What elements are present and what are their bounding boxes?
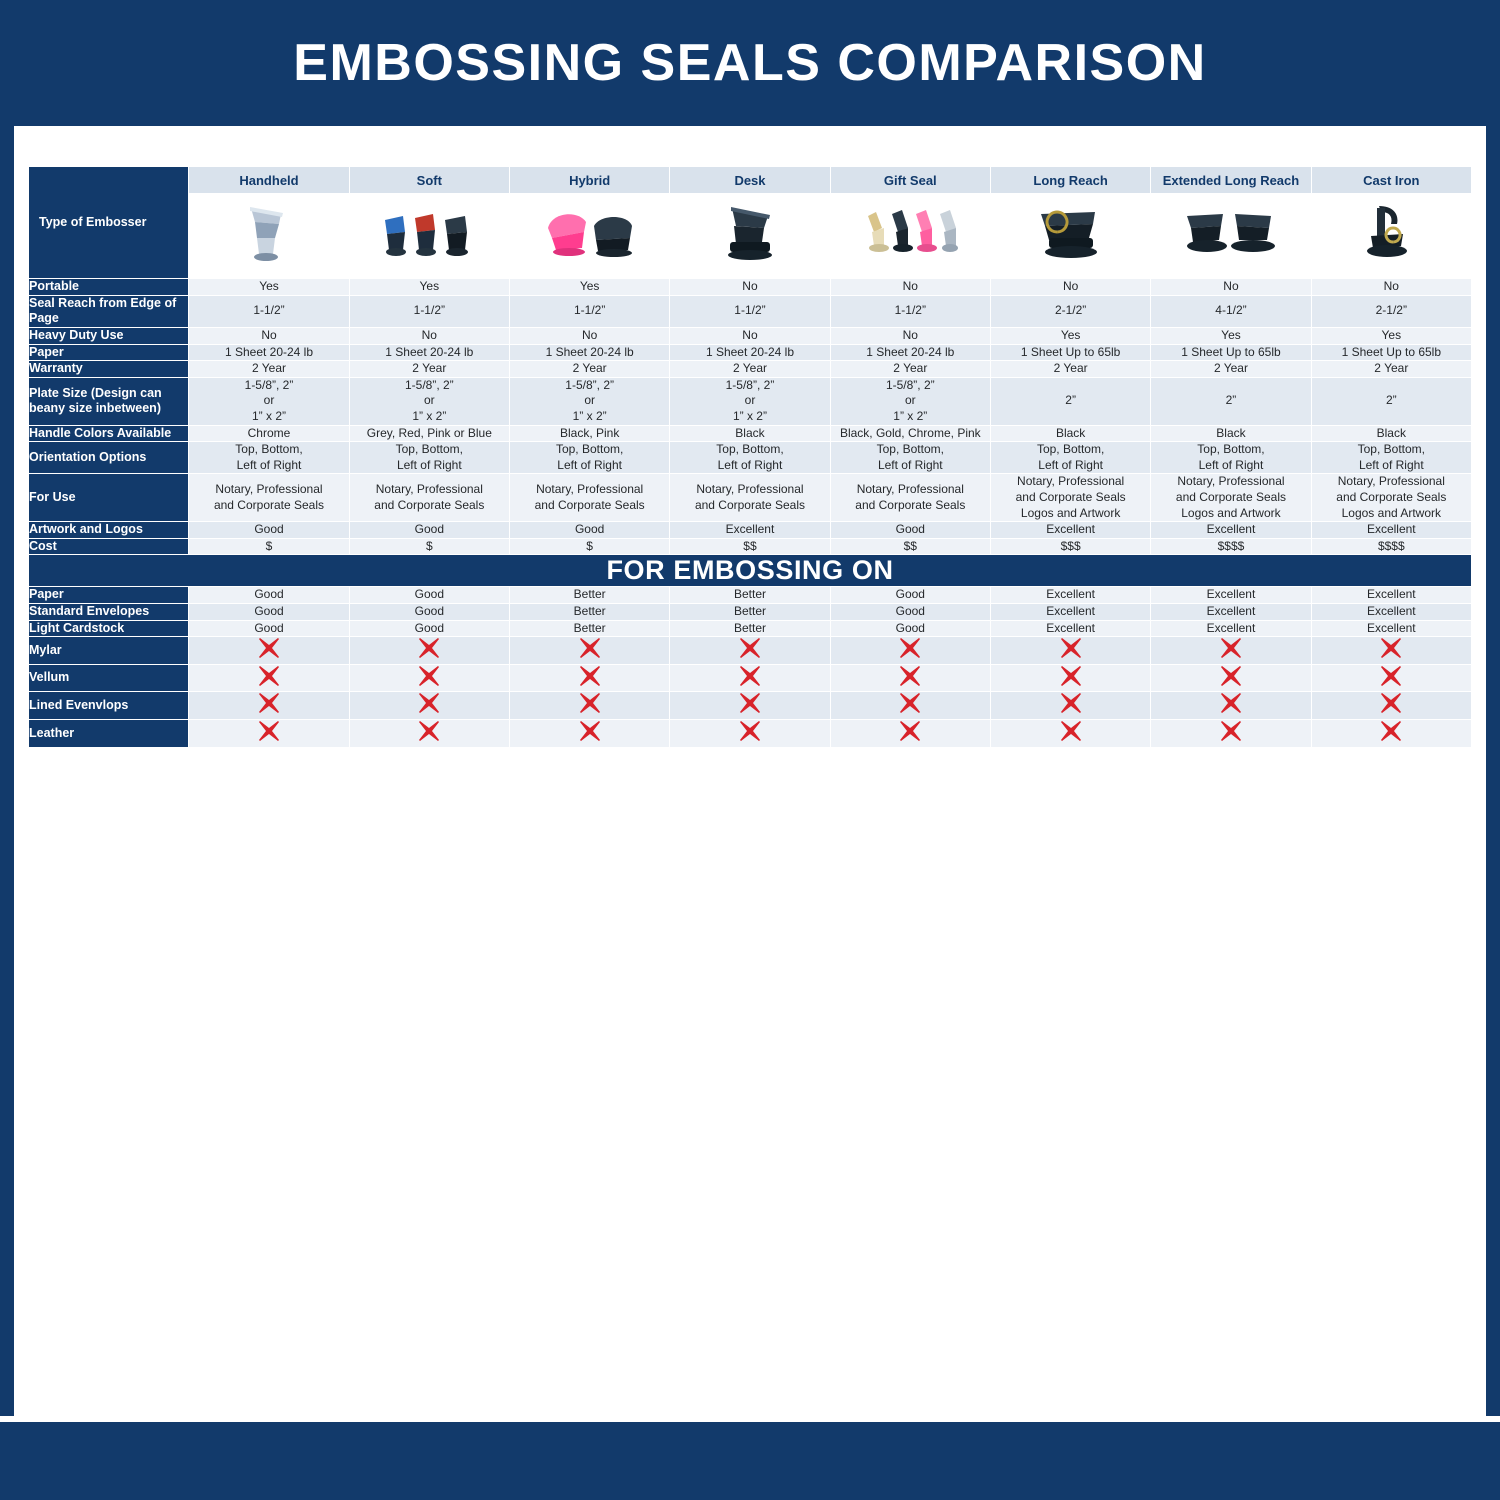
cell-0-0: Yes — [189, 279, 349, 296]
table-header-row — [29, 167, 1472, 194]
embossing-row-label-3: Mylar — [29, 637, 189, 665]
page-banner — [0, 0, 1500, 126]
cell-5-1: 1-5/8”, 2” or 1” x 2” — [349, 377, 509, 425]
cell-9-1: Good — [349, 522, 509, 539]
embossing-cell-4-6 — [1151, 664, 1311, 692]
cell-6-2: Black, Pink — [509, 425, 669, 442]
cell-3-4: 1 Sheet 20-24 lb — [830, 344, 990, 361]
cell-3-2: 1 Sheet 20-24 lb — [509, 344, 669, 361]
cell-8-0: Notary, Professional and Corporate Seals — [189, 474, 349, 522]
cell-3-7: 1 Sheet Up to 65lb — [1311, 344, 1471, 361]
cell-4-5: 2 Year — [990, 361, 1150, 378]
table-row — [29, 377, 1472, 425]
cell-1-7: 2-1/2” — [1311, 295, 1471, 327]
x-icon — [1220, 637, 1242, 659]
cell-1-3: 1-1/2” — [670, 295, 830, 327]
cell-1-4: 1-1/2” — [830, 295, 990, 327]
x-icon — [418, 720, 440, 742]
embossing-row-label-4: Vellum — [29, 664, 189, 692]
table-row — [29, 637, 1472, 665]
embossing-cell-3-3 — [670, 637, 830, 665]
cell-7-0: Top, Bottom, Left of Right — [189, 442, 349, 474]
cell-9-5: Excellent — [990, 522, 1150, 539]
cell-7-7: Top, Bottom, Left of Right — [1311, 442, 1471, 474]
desk-embosser-icon — [702, 198, 798, 270]
cell-7-5: Top, Bottom, Left of Right — [990, 442, 1150, 474]
cell-3-1: 1 Sheet 20-24 lb — [349, 344, 509, 361]
cell-0-1: Yes — [349, 279, 509, 296]
cell-5-0: 1-5/8”, 2” or 1” x 2” — [189, 377, 349, 425]
embossing-cell-5-5 — [990, 692, 1150, 720]
embossing-cell-4-3 — [670, 664, 830, 692]
column-header-0: Handheld — [189, 167, 349, 194]
cell-1-6: 4-1/2” — [1151, 295, 1311, 327]
embossing-cell-1-5: Excellent — [990, 604, 1150, 621]
x-icon — [1220, 720, 1242, 742]
embossing-cell-6-4 — [830, 720, 990, 748]
cell-9-4: Good — [830, 522, 990, 539]
embossing-cell-3-1 — [349, 637, 509, 665]
cell-6-6: Black — [1151, 425, 1311, 442]
x-icon — [899, 692, 921, 714]
cell-10-7: $$$$ — [1311, 538, 1471, 555]
cell-5-2: 1-5/8”, 2” or 1” x 2” — [509, 377, 669, 425]
cell-8-7: Notary, Professional and Corporate Seals Logos and Artwork — [1311, 474, 1471, 522]
cell-3-6: 1 Sheet Up to 65lb — [1151, 344, 1311, 361]
row-label-type-of-embosser: Type of Embosser — [29, 207, 245, 239]
cell-5-7: 2” — [1311, 377, 1471, 425]
row-label-9: Artwork and Logos — [29, 522, 189, 539]
cell-5-5: 2” — [990, 377, 1150, 425]
cell-6-1: Grey, Red, Pink or Blue — [349, 425, 509, 442]
cell-1-1: 1-1/2” — [349, 295, 509, 327]
row-label-6: Handle Colors Available — [29, 425, 189, 442]
cell-10-4: $$ — [830, 538, 990, 555]
cell-4-6: 2 Year — [1151, 361, 1311, 378]
table-row — [29, 587, 1472, 604]
table-row — [29, 664, 1472, 692]
cell-3-0: 1 Sheet 20-24 lb — [189, 344, 349, 361]
cell-6-3: Black — [670, 425, 830, 442]
cell-4-3: 2 Year — [670, 361, 830, 378]
page-title: EMBOSSING SEALS COMPARISON — [293, 34, 1207, 92]
x-icon — [899, 720, 921, 742]
cell-0-6: No — [1151, 279, 1311, 296]
table-row — [29, 279, 1472, 296]
x-icon — [418, 637, 440, 659]
cell-7-2: Top, Bottom, Left of Right — [509, 442, 669, 474]
embosser-image-cell-7 — [1311, 194, 1471, 279]
cell-4-4: 2 Year — [830, 361, 990, 378]
x-icon — [899, 637, 921, 659]
embossing-cell-5-4 — [830, 692, 990, 720]
soft-embosser-icon — [381, 198, 477, 270]
handheld-embosser-icon — [221, 198, 317, 270]
x-icon — [1060, 720, 1082, 742]
table-row — [29, 720, 1472, 748]
cell-2-0: No — [189, 327, 349, 344]
section-band-for-embossing-on: FOR EMBOSSING ON — [29, 555, 1472, 587]
x-icon — [739, 637, 761, 659]
gift-seal-embosser-icon — [862, 198, 958, 270]
embossing-row-label-2: Light Cardstock — [29, 620, 189, 637]
cell-10-5: $$$ — [990, 538, 1150, 555]
embossing-cell-6-1 — [349, 720, 509, 748]
hybrid-embosser-icon — [542, 198, 638, 270]
embosser-image-row — [29, 194, 1472, 279]
cell-8-1: Notary, Professional and Corporate Seals — [349, 474, 509, 522]
embossing-cell-6-5 — [990, 720, 1150, 748]
embossing-row-label-5: Lined Evenvlops — [29, 692, 189, 720]
embossing-cell-6-6 — [1151, 720, 1311, 748]
embossing-cell-3-6 — [1151, 637, 1311, 665]
embossing-cell-6-3 — [670, 720, 830, 748]
embosser-image-cell-3 — [670, 194, 830, 279]
x-icon — [899, 665, 921, 687]
x-icon — [739, 692, 761, 714]
table-row — [29, 522, 1472, 539]
x-icon — [579, 665, 601, 687]
embossing-cell-3-7 — [1311, 637, 1471, 665]
embossing-cell-0-2: Better — [509, 587, 669, 604]
embossing-cell-2-4: Good — [830, 620, 990, 637]
embossing-cell-6-2 — [509, 720, 669, 748]
cell-9-3: Excellent — [670, 522, 830, 539]
embosser-image-cell-2 — [509, 194, 669, 279]
table-row — [29, 692, 1472, 720]
embossing-cell-5-3 — [670, 692, 830, 720]
embossing-cell-6-0 — [189, 720, 349, 748]
x-icon — [258, 692, 280, 714]
long-reach-embosser-icon — [1023, 198, 1119, 270]
cell-5-3: 1-5/8”, 2” or 1” x 2” — [670, 377, 830, 425]
embosser-image-cell-4 — [830, 194, 990, 279]
embossing-cell-3-0 — [189, 637, 349, 665]
row-label-10: Cost — [29, 538, 189, 555]
row-label-7: Orientation Options — [29, 442, 189, 474]
cell-4-2: 2 Year — [509, 361, 669, 378]
embossing-cell-0-5: Excellent — [990, 587, 1150, 604]
embossing-cell-2-6: Excellent — [1151, 620, 1311, 637]
x-icon — [739, 720, 761, 742]
column-header-2: Hybrid — [509, 167, 669, 194]
embossing-cell-5-6 — [1151, 692, 1311, 720]
x-icon — [579, 637, 601, 659]
embossing-cell-5-2 — [509, 692, 669, 720]
embossing-cell-4-1 — [349, 664, 509, 692]
cell-0-7: No — [1311, 279, 1471, 296]
embossing-cell-3-5 — [990, 637, 1150, 665]
embossing-cell-0-3: Better — [670, 587, 830, 604]
embossing-cell-4-5 — [990, 664, 1150, 692]
x-icon — [1380, 637, 1402, 659]
cell-8-5: Notary, Professional and Corporate Seals Logos and Artwork — [990, 474, 1150, 522]
embosser-image-cell-6 — [1151, 194, 1311, 279]
embossing-cell-0-1: Good — [349, 587, 509, 604]
x-icon — [418, 692, 440, 714]
embossing-cell-5-1 — [349, 692, 509, 720]
table-row — [29, 620, 1472, 637]
embossing-comparison-table — [28, 166, 1472, 748]
x-icon — [579, 692, 601, 714]
table-container — [14, 126, 1486, 748]
embossing-row-label-6: Leather — [29, 720, 189, 748]
column-header-5: Long Reach — [990, 167, 1150, 194]
cell-7-6: Top, Bottom, Left of Right — [1151, 442, 1311, 474]
x-icon — [1380, 720, 1402, 742]
cast-iron-embosser-icon — [1343, 198, 1439, 270]
embosser-image-cell-5 — [990, 194, 1150, 279]
column-header-4: Gift Seal — [830, 167, 990, 194]
x-icon — [1380, 665, 1402, 687]
cell-10-2: $ — [509, 538, 669, 555]
embossing-cell-0-0: Good — [189, 587, 349, 604]
extended-long-reach-embosser-icon — [1183, 198, 1279, 270]
cell-7-1: Top, Bottom, Left of Right — [349, 442, 509, 474]
table-row — [29, 442, 1472, 474]
table-row — [29, 361, 1472, 378]
embossing-cell-2-7: Excellent — [1311, 620, 1471, 637]
embossing-cell-0-7: Excellent — [1311, 587, 1471, 604]
embossing-cell-2-2: Better — [509, 620, 669, 637]
embossing-cell-3-4 — [830, 637, 990, 665]
x-icon — [1220, 692, 1242, 714]
cell-5-6: 2” — [1151, 377, 1311, 425]
x-icon — [418, 665, 440, 687]
cell-4-0: 2 Year — [189, 361, 349, 378]
embossing-cell-2-3: Better — [670, 620, 830, 637]
cell-2-7: Yes — [1311, 327, 1471, 344]
embosser-image-cell-0 — [189, 194, 349, 279]
table-row — [29, 344, 1472, 361]
embosser-image-cell-1 — [349, 194, 509, 279]
cell-1-0: 1-1/2” — [189, 295, 349, 327]
section-band-row — [29, 555, 1472, 587]
embossing-cell-4-7 — [1311, 664, 1471, 692]
table-row — [29, 604, 1472, 621]
cell-6-0: Chrome — [189, 425, 349, 442]
cell-1-2: 1-1/2” — [509, 295, 669, 327]
cell-0-3: No — [670, 279, 830, 296]
footer-band — [0, 1416, 1500, 1500]
cell-6-7: Black — [1311, 425, 1471, 442]
x-icon — [1220, 665, 1242, 687]
cell-7-4: Top, Bottom, Left of Right — [830, 442, 990, 474]
cell-8-2: Notary, Professional and Corporate Seals — [509, 474, 669, 522]
cell-4-1: 2 Year — [349, 361, 509, 378]
row-label-5: Plate Size (Design can beany size inbetween) — [29, 377, 189, 425]
row-label-8: For Use — [29, 474, 189, 522]
cell-10-1: $ — [349, 538, 509, 555]
column-header-3: Desk — [670, 167, 830, 194]
cell-0-2: Yes — [509, 279, 669, 296]
table-row — [29, 538, 1472, 555]
embossing-row-label-0: Paper — [29, 587, 189, 604]
embossing-cell-5-7 — [1311, 692, 1471, 720]
x-icon — [1060, 637, 1082, 659]
cell-4-7: 2 Year — [1311, 361, 1471, 378]
x-icon — [1380, 692, 1402, 714]
x-icon — [258, 665, 280, 687]
row-label-3: Paper — [29, 344, 189, 361]
cell-2-3: No — [670, 327, 830, 344]
embossing-cell-5-0 — [189, 692, 349, 720]
x-icon — [739, 665, 761, 687]
embossing-cell-4-2 — [509, 664, 669, 692]
embossing-cell-4-4 — [830, 664, 990, 692]
cell-3-3: 1 Sheet 20-24 lb — [670, 344, 830, 361]
row-label-4: Warranty — [29, 361, 189, 378]
cell-9-7: Excellent — [1311, 522, 1471, 539]
embossing-cell-4-0 — [189, 664, 349, 692]
cell-6-5: Black — [990, 425, 1150, 442]
embossing-cell-0-4: Good — [830, 587, 990, 604]
cell-2-5: Yes — [990, 327, 1150, 344]
cell-5-4: 1-5/8”, 2” or 1” x 2” — [830, 377, 990, 425]
table-row — [29, 474, 1472, 522]
row-label-0: Portable — [29, 279, 189, 296]
cell-10-3: $$ — [670, 538, 830, 555]
table-row — [29, 295, 1472, 327]
embossing-cell-1-3: Better — [670, 604, 830, 621]
embossing-cell-1-2: Better — [509, 604, 669, 621]
embossing-cell-2-5: Excellent — [990, 620, 1150, 637]
cell-2-1: No — [349, 327, 509, 344]
embossing-cell-3-2 — [509, 637, 669, 665]
cell-8-4: Notary, Professional and Corporate Seals — [830, 474, 990, 522]
cell-6-4: Black, Gold, Chrome, Pink — [830, 425, 990, 442]
embossing-cell-1-7: Excellent — [1311, 604, 1471, 621]
cell-9-6: Excellent — [1151, 522, 1311, 539]
cell-9-2: Good — [509, 522, 669, 539]
column-header-1: Soft — [349, 167, 509, 194]
cell-9-0: Good — [189, 522, 349, 539]
embossing-row-label-1: Standard Envelopes — [29, 604, 189, 621]
x-icon — [1060, 692, 1082, 714]
cell-8-3: Notary, Professional and Corporate Seals — [670, 474, 830, 522]
cell-7-3: Top, Bottom, Left of Right — [670, 442, 830, 474]
x-icon — [579, 720, 601, 742]
cell-2-2: No — [509, 327, 669, 344]
embossing-cell-1-1: Good — [349, 604, 509, 621]
embossing-cell-1-0: Good — [189, 604, 349, 621]
row-label-1: Seal Reach from Edge of Page — [29, 295, 189, 327]
table-row — [29, 327, 1472, 344]
cell-0-5: No — [990, 279, 1150, 296]
cell-2-4: No — [830, 327, 990, 344]
column-header-7: Cast Iron — [1311, 167, 1471, 194]
cell-2-6: Yes — [1151, 327, 1311, 344]
embossing-cell-2-0: Good — [189, 620, 349, 637]
cell-8-6: Notary, Professional and Corporate Seals Logos and Artwork — [1151, 474, 1311, 522]
cell-10-0: $ — [189, 538, 349, 555]
type-of-embosser-label — [29, 167, 189, 279]
table-row — [29, 425, 1472, 442]
x-icon — [1060, 665, 1082, 687]
embossing-cell-6-7 — [1311, 720, 1471, 748]
embossing-cell-2-1: Good — [349, 620, 509, 637]
embossing-cell-0-6: Excellent — [1151, 587, 1311, 604]
cell-3-5: 1 Sheet Up to 65lb — [990, 344, 1150, 361]
column-header-6: Extended Long Reach — [1151, 167, 1311, 194]
cell-0-4: No — [830, 279, 990, 296]
cell-10-6: $$$$ — [1151, 538, 1311, 555]
cell-1-5: 2-1/2” — [990, 295, 1150, 327]
row-label-2: Heavy Duty Use — [29, 327, 189, 344]
x-icon — [258, 637, 280, 659]
embossing-cell-1-4: Good — [830, 604, 990, 621]
x-icon — [258, 720, 280, 742]
embossing-cell-1-6: Excellent — [1151, 604, 1311, 621]
